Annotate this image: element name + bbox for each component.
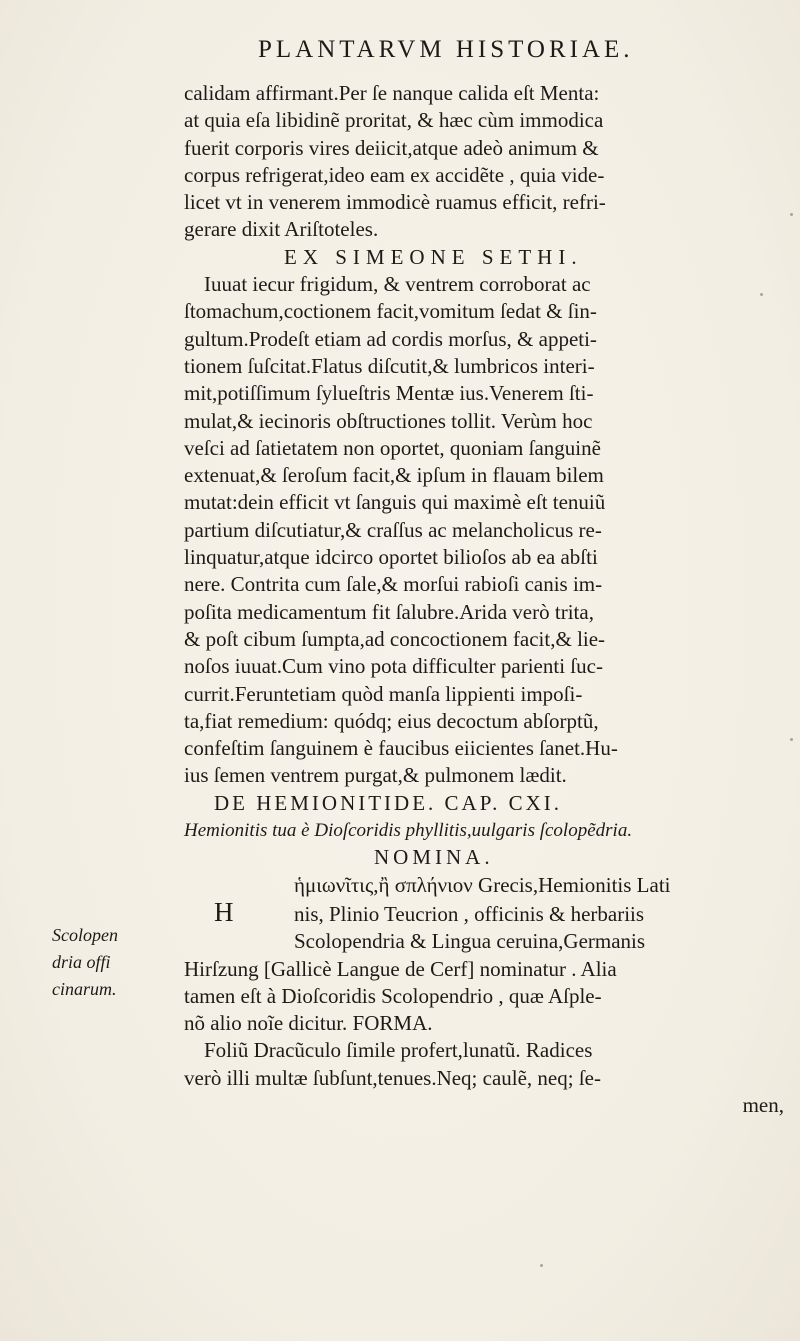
text-line: gerare dixit Ariſtoteles.: [184, 217, 379, 242]
text-line: verò illi multæ ſubſunt,tenues.Neq; caulẽ, neq; ſe-: [184, 1065, 601, 1090]
chapter-subtitle: Hemionitis tua è Dioſcoridis phyllitis,uulgaris ſcolopẽdria.: [184, 820, 633, 842]
text-line: mit,potiſſimum ſylueſtris Mentæ ius.Venerem ſti-: [184, 381, 594, 406]
text-line: nere. Contrita cum ſale,& morſui rabioſi canis im-: [184, 572, 603, 597]
catchword: men,: [742, 1092, 784, 1117]
text-line: mulat,& iecinoris obſtructiones tollit. Verùm hoc: [184, 408, 593, 433]
text-line: fuerit corporis vires deiicit,atque adeò animum &: [184, 135, 599, 160]
running-head: PLANTARVM HISTORIAE.: [258, 36, 634, 63]
text-line: licet vt in venerem immodicè ruamus efficit, refri-: [184, 190, 606, 215]
initial-letter: H: [214, 896, 234, 927]
text-column: [184, 80, 784, 1119]
ink-speck: [790, 213, 793, 216]
section-heading: NOMINA.: [374, 845, 494, 870]
text-line: Hirſzung [Gallicè Langue de Cerf] nominatur . Alia: [184, 956, 617, 981]
text-line: gultum.Prodeſt etiam ad cordis morſus, & appeti-: [184, 326, 597, 351]
margin-note: [52, 922, 182, 1003]
text-line: partium diſcutiatur,& craſſus ac melancholicus re-: [184, 517, 602, 542]
text-line: corpus refrigerat,ideo eam ex accidẽte , quia vide-: [184, 162, 605, 187]
margin-note-line: Scolopen: [52, 925, 118, 945]
text-line: tionem ſuſcitat.Flatus diſcutit,& lumbricos interi-: [184, 353, 595, 378]
text-line: veſci ad ſatietatem non oportet, quoniam ſanguinẽ: [184, 435, 601, 460]
text-line: confeſtim ſanguinem è faucibus eiicientes ſanet.Hu-: [184, 736, 618, 761]
text-line: mutat:dein efficit vt ſanguis qui maximè eſt tenuiũ: [184, 490, 606, 515]
ink-speck: [790, 738, 793, 741]
text-line-content: nis, Plinio Teucrion , officinis & herbariis: [294, 901, 645, 926]
text-line: at quia eſa libidinẽ proritat, & hæc cùm immodica: [184, 108, 604, 133]
text-line: currit.Feruntetiam quòd manſa lippienti impoſi-: [184, 681, 583, 706]
text-line: linquatur,atque idcirco oportet bilioſos ab ea abſti: [184, 545, 598, 570]
text-line: Foliũ Dracũculo ſimile profert,lunatũ. Radices: [204, 1038, 593, 1063]
text-line: & poſt cibum ſumpta,ad concoctionem facit,& lie-: [184, 626, 606, 651]
ink-speck: [540, 1264, 543, 1267]
text-line: nõ alio noĩe dicitur. FORMA.: [184, 1011, 433, 1036]
text-line: ſtomachum,coctionem facit,vomitum ſedat & ſin-: [184, 299, 597, 324]
section-heading: EX SIMEONE SETHI.: [284, 244, 583, 269]
text-line: poſita medicamentum fit ſalubre.Arida verò trita,: [184, 599, 594, 624]
text-line: extenuat,& ſeroſum facit,& ipſum in flauam bilem: [184, 463, 604, 488]
margin-note-line: cinarum.: [52, 979, 117, 999]
text-line: Scolopendria & Lingua ceruina,Germanis: [294, 929, 646, 954]
text-line: tamen eſt à Dioſcoridis Scolopendrio , quæ Aſple-: [184, 983, 602, 1008]
text-line: calidam affirmant.Per ſe nanque calida eſt Menta:: [184, 81, 600, 105]
text-line: ius ſemen ventrem purgat,& pulmonem lædit.: [184, 763, 567, 788]
text-line: [184, 896, 784, 928]
margin-note-line: dria offi: [52, 952, 111, 972]
text-line: ta,fiat remedium: quódq; eius decoctum abſorptũ,: [184, 708, 599, 733]
ink-speck: [760, 293, 763, 296]
text-line: noſos iuuat.Cum vino pota difficulter parienti ſuc-: [184, 654, 603, 679]
chapter-heading: DE HEMIONITIDE. CAP. CXI.: [214, 790, 562, 815]
text-line: Iuuat iecur frigidum, & ventrem corroborat ac: [204, 272, 591, 297]
text-line: ἡμιωνῖτις,ἢ σπλήνιον Grecis,Hemionitis Lati: [294, 872, 671, 897]
